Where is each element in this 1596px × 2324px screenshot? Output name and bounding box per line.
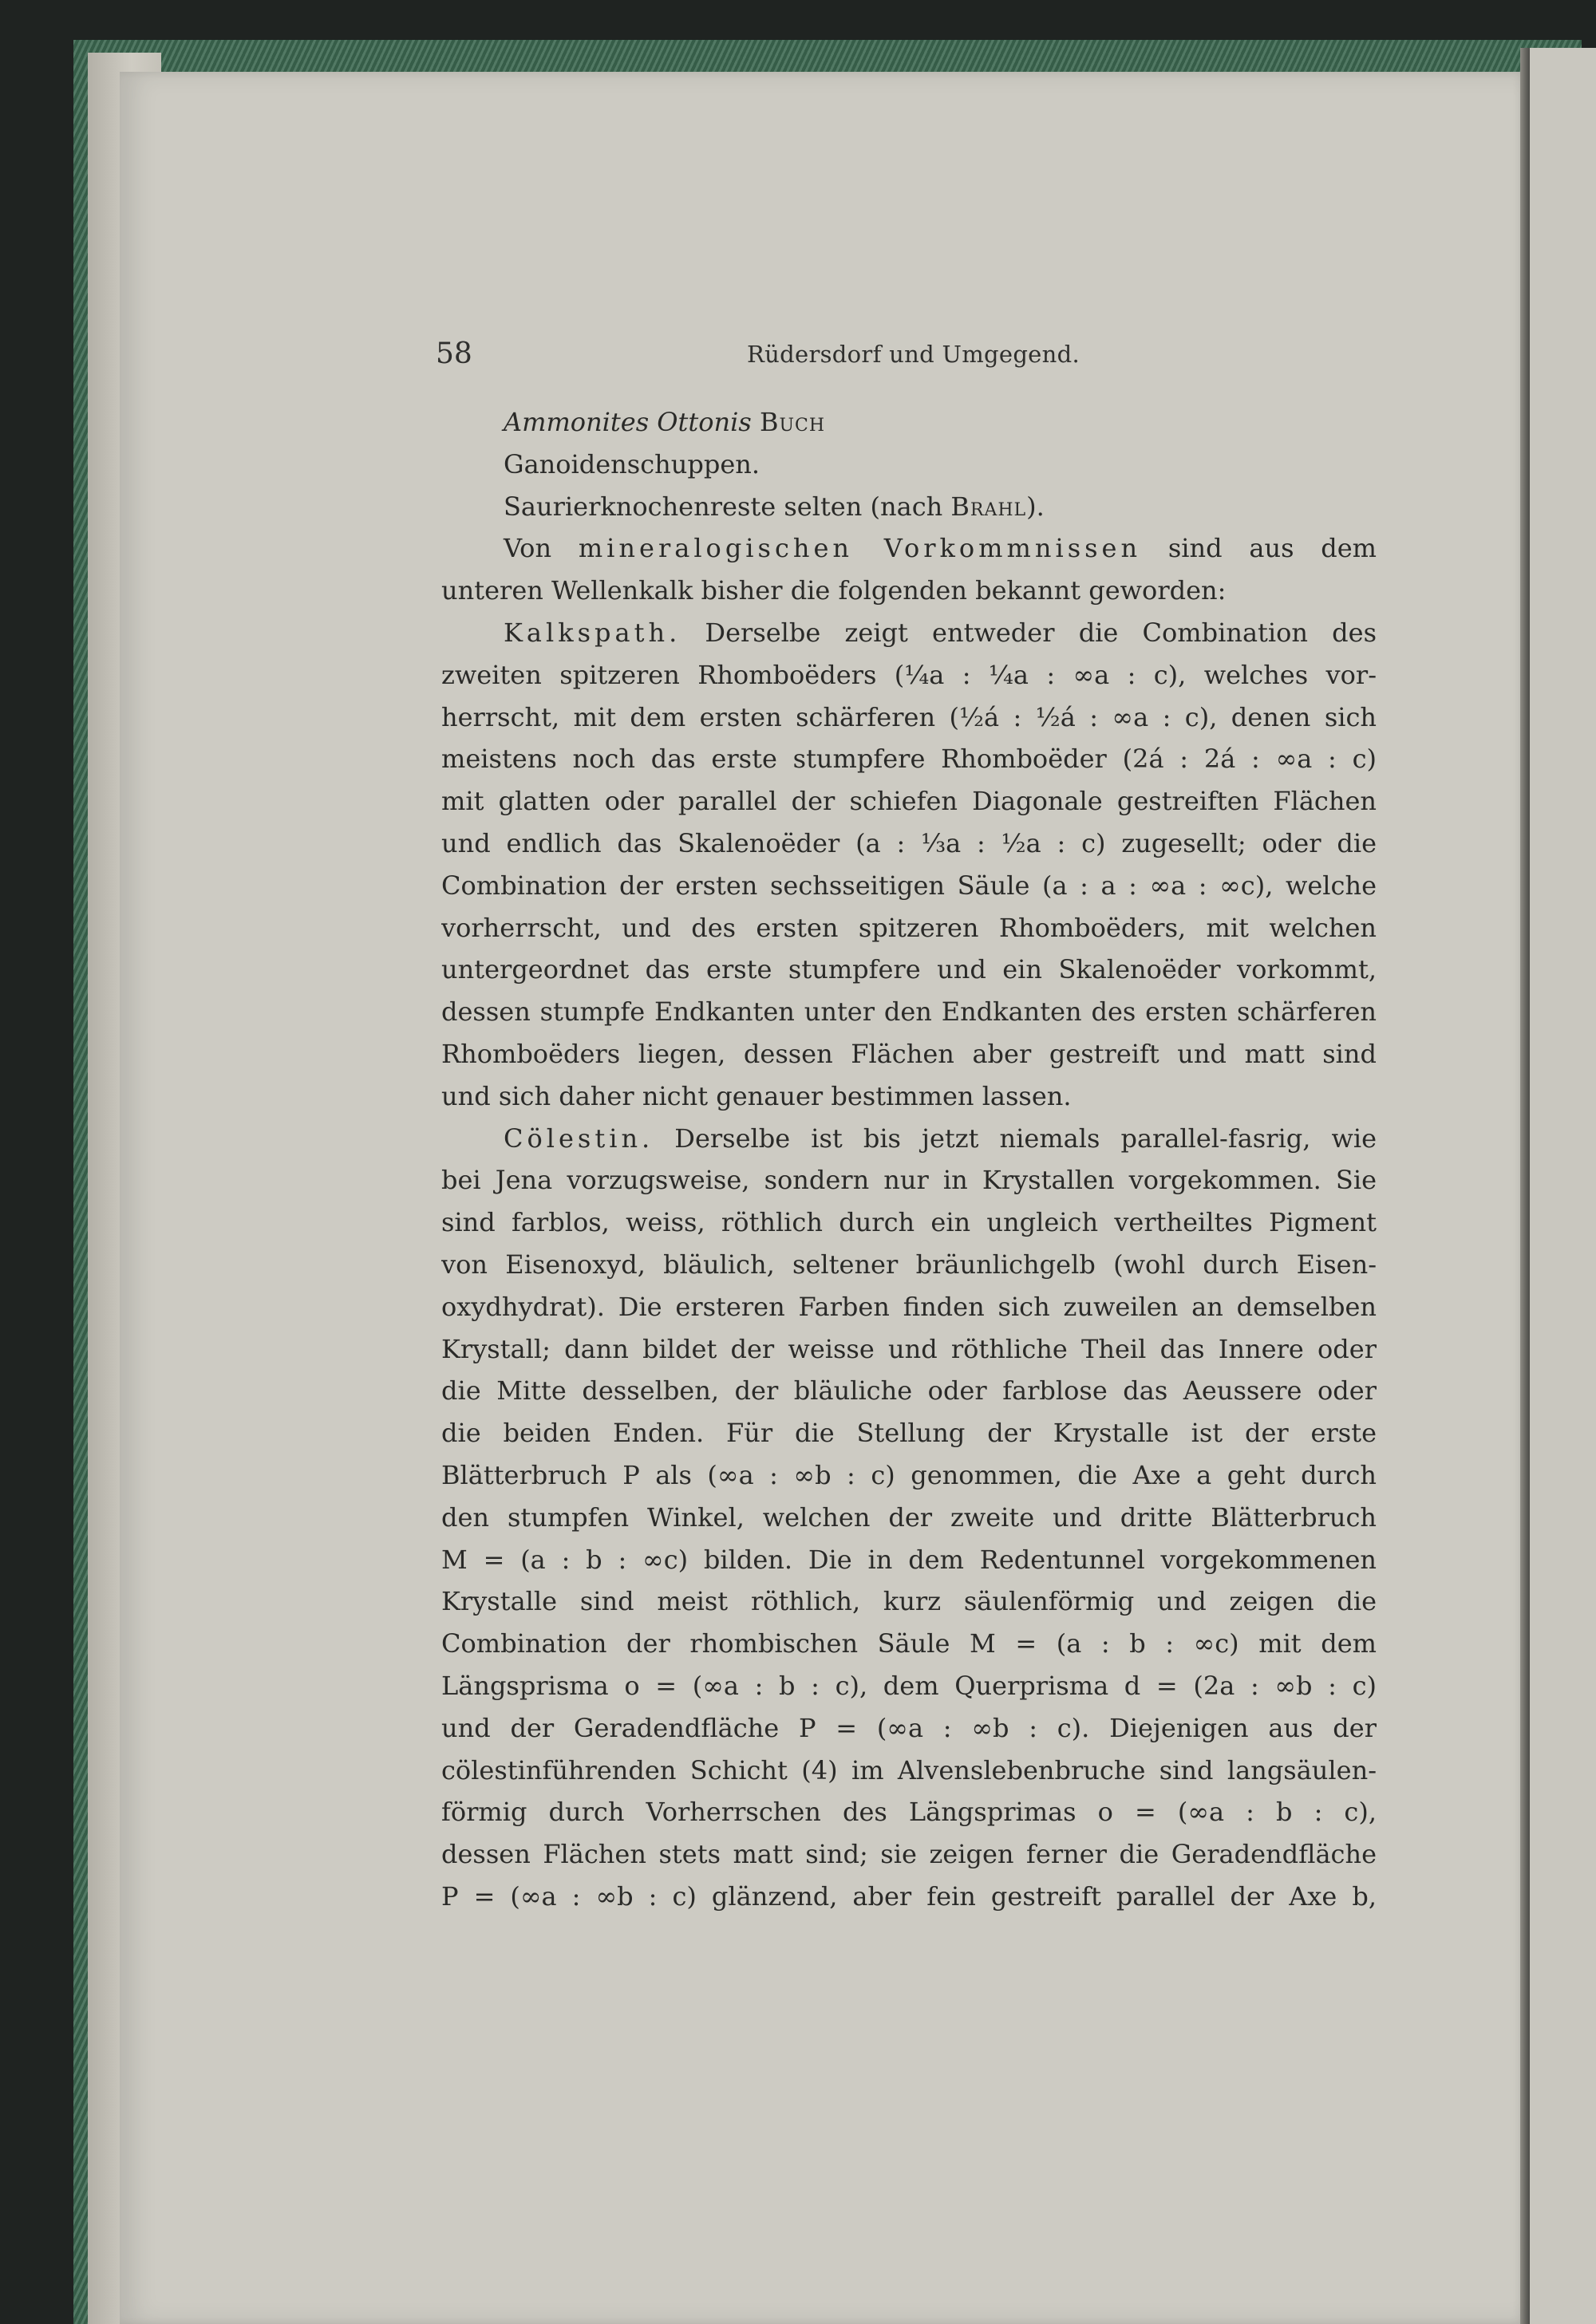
species-saurier-author: Brahl <box>950 491 1027 522</box>
coelestin-line-1-text: Derselbe ist bis jetzt niemals parallel-fasrig, wie <box>674 1123 1377 1154</box>
mineral-intro-line-2: unteren Wellenkalk bisher die folgenden bekannt geworden: <box>441 575 1227 606</box>
species-ammonites <box>441 401 1377 444</box>
kalkspath-line: zweiten spitzeren Rhomboëders (¼a : ¼a : ∞a : c), welches vor- <box>441 659 1377 690</box>
kalkspath-line: mit glatten oder parallel der schiefen Diagonale gestreiften Flächen <box>441 786 1377 817</box>
species-saurier-close: ). <box>1026 491 1045 522</box>
mineral-intro-lead: Von <box>504 533 552 564</box>
coelestin-line: oxydhydrat). Die ersteren Farben finden sich zuweilen an demselben <box>441 1291 1377 1322</box>
coelestin-line: die Mitte desselben, der bläuliche oder farblose das Aeussere oder <box>441 1375 1377 1407</box>
mineral-intro-line-1 <box>441 527 1377 570</box>
coelestin-line: Krystalle sind meist röthlich, kurz säulenförmig und zeigen die <box>441 1586 1377 1617</box>
kalkspath-line: vorherrscht, und des ersten spitzeren Rhomboëders, mit welchen <box>441 912 1377 943</box>
coelestin-line: M = (a : b : ∞c) bilden. Die in dem Redentunnel vorgekommenen <box>441 1544 1377 1575</box>
coelestin-line: P = (∞a : ∞b : c) glänzend, aber fein gestreift parallel der Axe b, <box>441 1880 1377 1912</box>
coelestin-line: förmig durch Vorherrschen des Längsprimas o = (∞a : b : c), <box>441 1797 1377 1828</box>
species-ammonite-name: Ammonites Ottonis <box>504 407 752 437</box>
coelestin-line: Längsprisma o = (∞a : b : c), dem Querprisma d = (2a : ∞b : c) <box>441 1670 1377 1701</box>
kalkspath-line: herrscht, mit dem ersten schärferen (½á : ½á : ∞a : c), denen sich <box>441 701 1377 732</box>
body-text <box>441 401 1377 1918</box>
species-saurier-text: Saurierknochenreste selten (nach <box>504 491 943 522</box>
kalkspath-line: meistens noch das erste stumpfere Rhomboëder (2á : 2á : ∞a : c) <box>441 744 1377 775</box>
running-head-title: Rüdersdorf und Umgegend. <box>747 341 1080 368</box>
coelestin-line: Blätterbruch P als (∞a : ∞b : c) genommen, die Axe a geht durch <box>441 1459 1377 1490</box>
coelestin-line: von Eisenoxyd, bläulich, seltener bräunlichgelb (wohl durch Eisen- <box>441 1249 1377 1280</box>
kalkspath-line-1-text: Derselbe zeigt entweder die Combination des <box>705 617 1377 648</box>
page-number: 58 <box>436 337 472 370</box>
coelestin-line: den stumpfen Winkel, welchen der zweite und dritte Blätterbruch <box>441 1501 1377 1533</box>
kalkspath-name: Kalkspath. <box>504 617 681 648</box>
kalkspath-line: Rhomboëders liegen, dessen Flächen aber gestreift und matt sind <box>441 1038 1377 1069</box>
book-gutter <box>1520 48 1530 2324</box>
species-ammonite-author: Buch <box>759 407 826 437</box>
mineral-intro-rest: sind aus dem <box>1167 533 1377 564</box>
mineral-intro-spaced: mineralogischen Vorkommnissen <box>578 533 1142 564</box>
species-ganoid: Ganoidenschuppen. <box>504 448 760 479</box>
coelestin-line: Combination der rhombischen Säule M = (a : b : ∞c) mit dem <box>441 1628 1377 1659</box>
coelestin-line: und der Geradendfläche P = (∞a : ∞b : c). Diejenigen aus der <box>441 1712 1377 1743</box>
kalkspath-line: dessen stumpfe Endkanten unter den Endkanten des ersten schärferen <box>441 996 1377 1028</box>
coelestin-line: bei Jena vorzugsweise, sondern nur in Krystallen vorgekommen. Sie <box>441 1165 1377 1196</box>
coelestin-line: sind farblos, weiss, röthlich durch ein ungleich vertheiltes Pigment <box>441 1207 1377 1238</box>
kalkspath-line: und sich daher nicht genauer bestimmen lassen. <box>441 1080 1072 1111</box>
kalkspath-line: und endlich das Skalenoëder (a : ⅓a : ½a : c) zugesellt; oder die <box>441 827 1377 858</box>
adjacent-page-edge <box>1530 48 1596 2324</box>
coelestin-line: die beiden Enden. Für die Stellung der Krystalle ist der erste <box>441 1418 1377 1449</box>
species-saurier <box>441 486 1377 528</box>
kalkspath-line: untergeordnet das erste stumpfere und ein Skalenoëder vorkommt, <box>441 954 1377 985</box>
coelestin-name: Cölestin. <box>504 1123 654 1154</box>
kalkspath-line: Combination der ersten sechsseitigen Säule (a : a : ∞a : ∞c), welche <box>441 870 1377 901</box>
running-head <box>436 338 1377 370</box>
coelestin-line: cölestinführenden Schicht (4) im Alvenslebenbruche sind langsäulen- <box>441 1754 1377 1785</box>
coelestin-line: dessen Flächen stets matt sind; sie zeigen ferner die Geradendfläche <box>441 1839 1377 1870</box>
kalkspath-line-1 <box>441 612 1377 654</box>
coelestin-line-1 <box>441 1118 1377 1160</box>
coelestin-line: Krystall; dann bildet der weisse und röthliche Theil das Innere oder <box>441 1333 1377 1364</box>
